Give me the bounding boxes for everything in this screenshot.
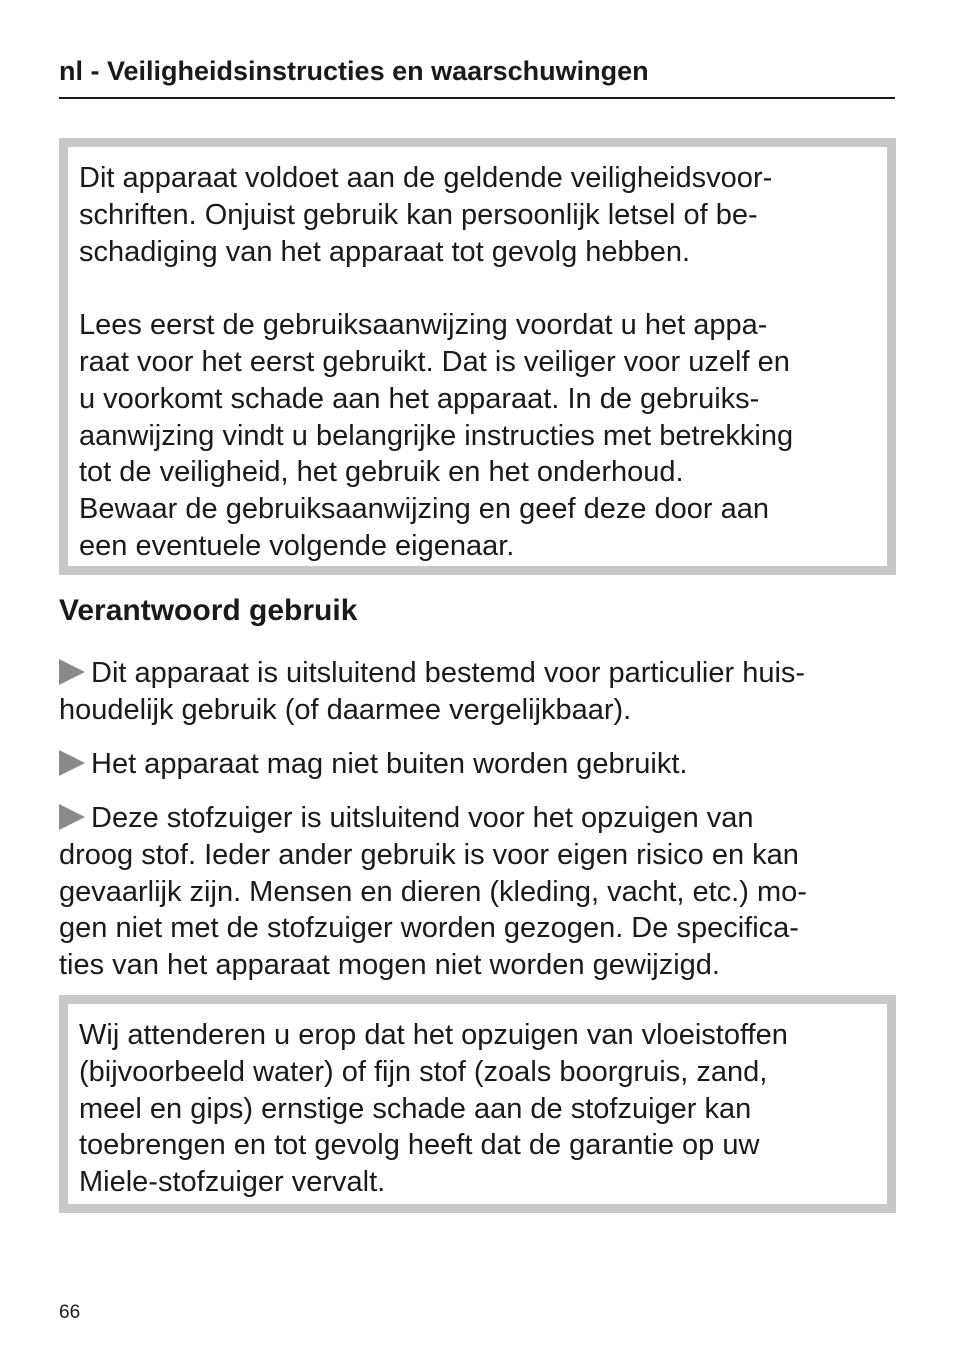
text-line: (bijvoorbeeld water) of fijn stof (zoals boorgruis, zand, [79, 1055, 768, 1088]
text-line: gevaarlijk zijn. Mensen en dieren (kleding, vacht, etc.) mo- [59, 875, 807, 908]
text-line: Bewaar de gebruiksaanwijzing en geef deze door aan [79, 493, 770, 526]
text-line: houdelijk gebruik (of daarmee vergelijkbaar). [59, 693, 632, 726]
text-line: Het apparaat mag niet buiten worden gebruikt. [91, 748, 688, 780]
instruction-item [59, 655, 899, 729]
page-header-title: nl - Veiligheidsinstructies en waarschuwingen [59, 56, 649, 86]
instruction-item [59, 746, 899, 783]
text-line: u voorkomt schade aan het apparaat. In de gebruiks- [79, 382, 760, 415]
play-triangle-icon [59, 750, 85, 776]
page-number: 66 [59, 1302, 81, 1323]
paragraph-gap [79, 270, 875, 307]
instruction-item [59, 800, 899, 984]
text-line: Deze stofzuiger is uitsluitend voor het opzuigen van [91, 802, 754, 834]
text-line: Miele-stofzuiger vervalt. [79, 1166, 386, 1199]
text-line: schadiging van het apparaat tot gevolg hebben. [79, 235, 691, 268]
text-line: schriften. Onjuist gebruik kan persoonlijk letsel of be- [79, 198, 758, 231]
text-line: Dit apparaat is uitsluitend bestemd voor particulier huis- [91, 657, 806, 689]
safety-notice-box [59, 138, 896, 575]
text-line: toebrengen en tot gevolg heeft dat de garantie op uw [79, 1129, 760, 1162]
page-header [59, 52, 895, 99]
text-line: Dit apparaat voldoet aan de geldende veiligheidsvoor- [79, 162, 773, 194]
text-line: droog stof. Ieder ander gebruik is voor eigen risico en kan [59, 838, 799, 871]
warranty-notice-box [59, 995, 896, 1213]
section-heading: Verantwoord gebruik [59, 594, 358, 627]
text-line: meel en gips) ernstige schade aan de stofzuiger kan [79, 1092, 752, 1125]
text-line: gen niet met de stofzuiger worden gezogen. De specifica- [59, 912, 799, 945]
notice-paragraph [79, 307, 875, 565]
text-line: raat voor het eerst gebruikt. Dat is veiliger voor uzelf en [79, 345, 790, 378]
text-line: ties van het apparaat mogen niet worden gewijzigd. [59, 949, 720, 982]
play-triangle-icon [59, 804, 85, 830]
play-triangle-icon [59, 659, 85, 685]
text-line: tot de veiligheid, het gebruik en het onderhoud. [79, 456, 684, 489]
text-line: Wij attenderen u erop dat het opzuigen van vloeistoffen [79, 1019, 788, 1051]
text-line: Lees eerst de gebruiksaanwijzing voordat u het appa- [79, 309, 768, 342]
notice-paragraph [79, 1017, 875, 1201]
notice-paragraph [79, 160, 875, 270]
text-line: aanwijzing vindt u belangrijke instructies met betrekking [79, 419, 794, 452]
text-line: een eventuele volgende eigenaar. [79, 529, 515, 562]
